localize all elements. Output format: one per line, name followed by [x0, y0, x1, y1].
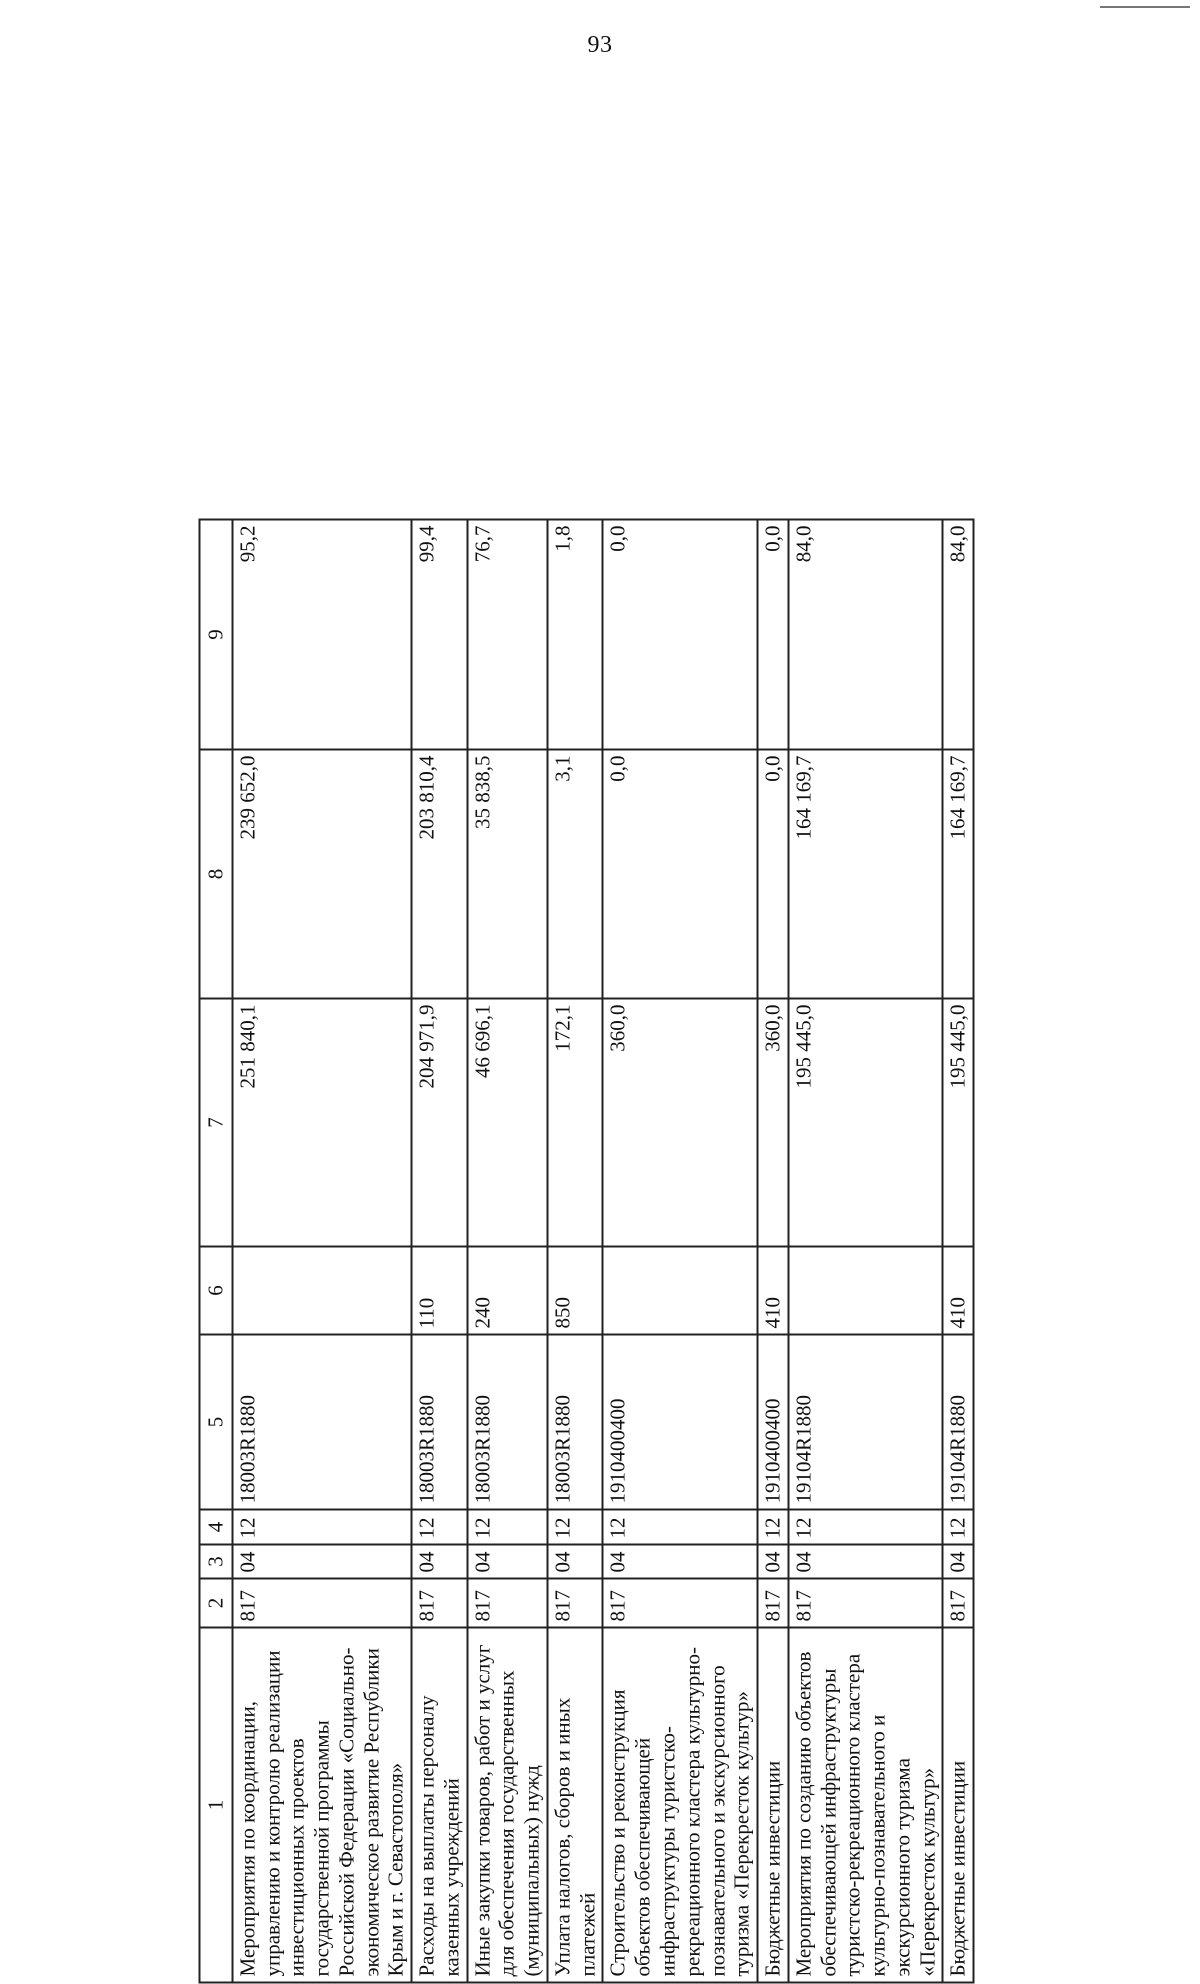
cell-executed: 203 810,4	[412, 750, 468, 999]
page-number: 93	[587, 32, 613, 58]
cell-executed: 0,0	[603, 750, 758, 999]
row-name: Мероприятия по созданию объектов обеспечивающей инфраструктуры туристско-рекреационного кластера культурно-познавательного и экскурсионного туризма «Перекресток культур»	[788, 1628, 943, 1983]
table-row	[467, 520, 547, 1983]
row-name: Бюджетные инвестиции	[943, 1628, 974, 1983]
cell-planned: 172,1	[547, 999, 603, 1247]
cell-ministry-code: 817	[603, 1579, 758, 1628]
row-name: Строительство и реконструкция объектов обеспечивающей инфраструктуры туристско-рекреационного кластера культурно-познавательного и экскурсионного туризма «Перекресток культур»	[603, 1628, 758, 1983]
cell-planned: 195 445,0	[788, 999, 943, 1247]
cell-percent: 84,0	[943, 520, 974, 750]
cell-executed: 164 169,7	[788, 750, 943, 999]
cell-expense-type: 410	[943, 1247, 974, 1335]
budget-table	[199, 519, 975, 1984]
cell-subsection: 12	[943, 1510, 974, 1545]
cell-section: 04	[758, 1545, 789, 1579]
cell-ministry-code: 817	[788, 1579, 943, 1628]
cell-target-code: 19104R1880	[943, 1335, 974, 1510]
cell-planned: 195 445,0	[943, 999, 974, 1247]
column-header: 9	[200, 520, 233, 750]
table-row	[412, 520, 468, 1983]
column-header: 2	[200, 1579, 233, 1628]
cell-executed: 239 652,0	[232, 750, 411, 999]
cell-executed: 35 838,5	[467, 750, 547, 999]
cell-subsection: 12	[232, 1510, 411, 1545]
cell-target-code: 19104R1880	[788, 1335, 943, 1510]
table-row	[788, 520, 943, 1983]
cell-target-code: 1910400400	[758, 1335, 789, 1510]
column-header: 6	[200, 1247, 233, 1335]
cell-executed: 0,0	[758, 750, 789, 999]
cell-executed: 3,1	[547, 750, 603, 999]
cell-expense-type: 850	[547, 1247, 603, 1335]
column-header: 4	[200, 1510, 233, 1545]
cell-expense-type: 110	[412, 1247, 468, 1335]
table-row	[232, 520, 411, 1983]
cell-percent: 99,4	[412, 520, 468, 750]
row-name: Уплата налогов, сборов и иных платежей	[547, 1628, 603, 1983]
cell-subsection: 12	[603, 1510, 758, 1545]
cell-target-code: 18003R1880	[467, 1335, 547, 1510]
cell-subsection: 12	[412, 1510, 468, 1545]
table-row	[943, 520, 974, 1983]
cell-ministry-code: 817	[758, 1579, 789, 1628]
cell-ministry-code: 817	[943, 1579, 974, 1628]
cell-expense-type: 240	[467, 1247, 547, 1335]
column-header: 3	[200, 1545, 233, 1579]
cell-planned: 251 840,1	[232, 999, 411, 1247]
scan-edge-line	[1100, 6, 1190, 8]
cell-expense-type	[232, 1247, 411, 1335]
cell-subsection: 12	[788, 1510, 943, 1545]
cell-ministry-code: 817	[232, 1579, 411, 1628]
row-name: Расходы на выплаты персоналу казенных учреждений	[412, 1628, 468, 1983]
cell-percent: 95,2	[232, 520, 411, 750]
cell-target-code: 18003R1880	[232, 1335, 411, 1510]
column-header: 8	[200, 750, 233, 999]
table-row	[758, 520, 789, 1983]
header-row	[200, 520, 233, 1983]
cell-target-code: 18003R1880	[547, 1335, 603, 1510]
cell-planned: 204 971,9	[412, 999, 468, 1247]
table-row	[547, 520, 603, 1983]
cell-percent: 0,0	[758, 520, 789, 750]
cell-planned: 360,0	[758, 999, 789, 1247]
cell-expense-type: 410	[758, 1247, 789, 1335]
row-name: Бюджетные инвестиции	[758, 1628, 789, 1983]
cell-section: 04	[467, 1545, 547, 1579]
cell-expense-type	[603, 1247, 758, 1335]
cell-planned: 46 696,1	[467, 999, 547, 1247]
cell-subsection: 12	[467, 1510, 547, 1545]
column-header: 7	[200, 999, 233, 1247]
cell-target-code: 1910400400	[603, 1335, 758, 1510]
cell-ministry-code: 817	[547, 1579, 603, 1628]
row-name: Иные закупки товаров, работ и услуг для обеспечения государственных (муниципальных) нужд	[467, 1628, 547, 1983]
cell-subsection: 12	[758, 1510, 789, 1545]
cell-percent: 0,0	[603, 520, 758, 750]
rotated-table-wrapper	[199, 521, 999, 1984]
cell-section: 04	[412, 1545, 468, 1579]
cell-expense-type	[788, 1247, 943, 1335]
cell-section: 04	[547, 1545, 603, 1579]
cell-planned: 360,0	[603, 999, 758, 1247]
row-name: Мероприятия по координации, управлению и контролю реализации инвестиционных проектов государственной программы Российской Федерации «Социально-экономическое развитие Республики Крым и г. Севастополя»	[232, 1628, 411, 1983]
cell-subsection: 12	[547, 1510, 603, 1545]
cell-percent: 1,8	[547, 520, 603, 750]
cell-section: 04	[603, 1545, 758, 1579]
column-header: 1	[200, 1628, 233, 1983]
cell-percent: 84,0	[788, 520, 943, 750]
cell-ministry-code: 817	[412, 1579, 468, 1628]
column-header: 5	[200, 1335, 233, 1510]
cell-ministry-code: 817	[467, 1579, 547, 1628]
cell-section: 04	[943, 1545, 974, 1579]
cell-executed: 164 169,7	[943, 750, 974, 999]
cell-percent: 76,7	[467, 520, 547, 750]
cell-target-code: 18003R1880	[412, 1335, 468, 1510]
cell-section: 04	[232, 1545, 411, 1579]
table-row	[603, 520, 758, 1983]
cell-section: 04	[788, 1545, 943, 1579]
